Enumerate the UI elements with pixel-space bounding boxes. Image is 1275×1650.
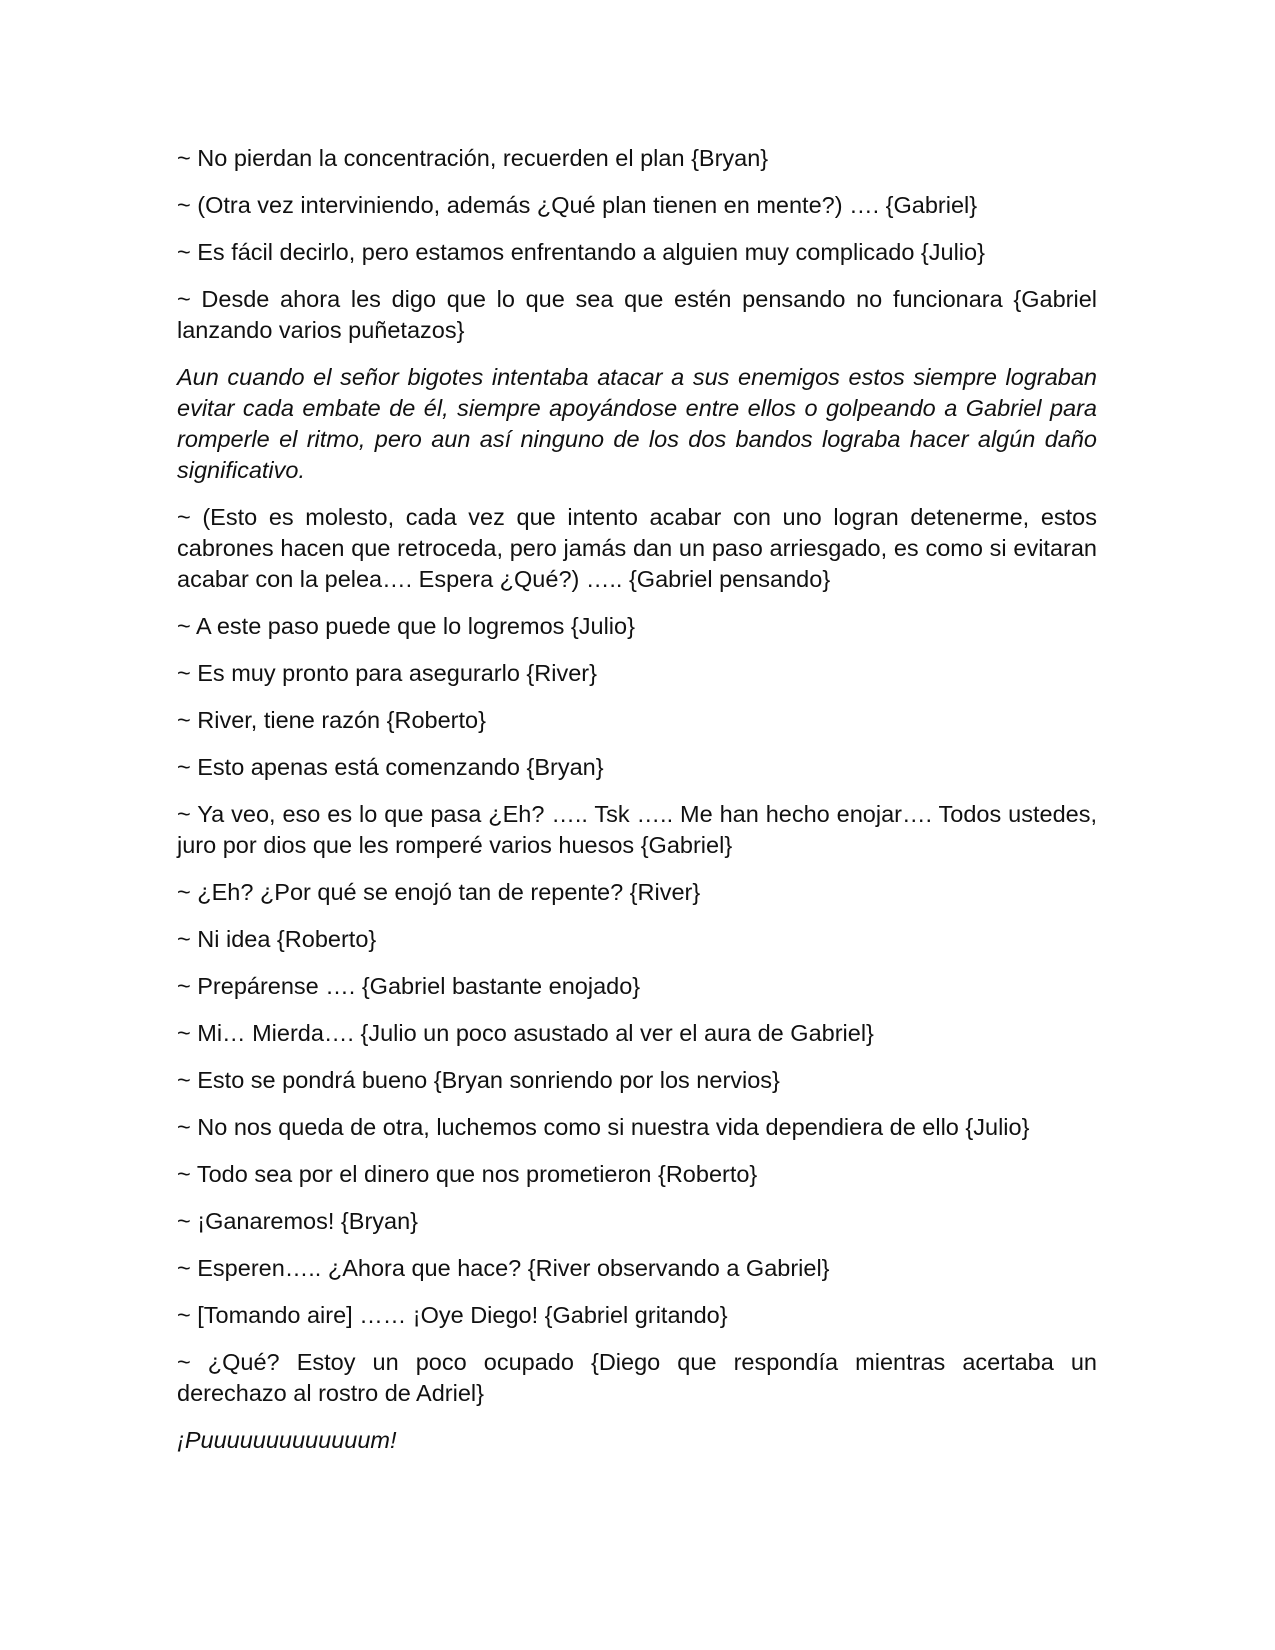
dialogue-line: ~ Desde ahora les digo que lo que sea que estén pensando no funcionara {Gabriel lanzando varios puñetazos} bbox=[177, 286, 1097, 343]
dialogue-line: ~ Ya veo, eso es lo que pasa ¿Eh? ….. Tsk ….. Me han hecho enojar…. Todos ustedes, juro por dios que les romperé varios huesos {Gabriel} bbox=[177, 801, 1097, 858]
dialogue-line: ~ Es muy pronto para asegurarlo {River} bbox=[177, 660, 597, 686]
dialogue-line: ~ Esto apenas está comenzando {Bryan} bbox=[177, 754, 604, 780]
dialogue-line: ~ Esperen….. ¿Ahora que hace? {River observando a Gabriel} bbox=[177, 1255, 830, 1281]
dialogue-line: ~ (Otra vez interviniendo, además ¿Qué plan tienen en mente?) …. {Gabriel} bbox=[177, 192, 978, 218]
dialogue-line: ~ ¡Ganaremos! {Bryan} bbox=[177, 1208, 419, 1234]
onomatopoeia-line: ¡Puuuuuuuuuuuuum! bbox=[177, 1427, 397, 1453]
dialogue-line: ~ A este paso puede que lo logremos {Julio} bbox=[177, 613, 635, 639]
dialogue-line: ~ (Esto es molesto, cada vez que intento acabar con uno logran detenerme, estos cabrones hacen que retroceda, pero jamás dan un paso arriesgado, es como si evitaran acabar con la pelea…. Espera ¿Qué?) ….. {Gabriel pensando} bbox=[177, 504, 1097, 592]
dialogue-line: ~ Todo sea por el dinero que nos prometieron {Roberto} bbox=[177, 1161, 758, 1187]
dialogue-line: ~ Mi… Mierda…. {Julio un poco asustado al ver el aura de Gabriel} bbox=[177, 1020, 874, 1046]
dialogue-line: ~ [Tomando aire] …… ¡Oye Diego! {Gabriel gritando} bbox=[177, 1302, 728, 1328]
dialogue-line: ~ ¿Qué? Estoy un poco ocupado {Diego que respondía mientras acertaba un derechazo al rostro de Adriel} bbox=[177, 1349, 1097, 1406]
dialogue-line: ~ Ni idea {Roberto} bbox=[177, 926, 377, 952]
dialogue-line: ~ River, tiene razón {Roberto} bbox=[177, 707, 486, 733]
dialogue-line: ~ No pierdan la concentración, recuerden el plan {Bryan} bbox=[177, 145, 769, 171]
dialogue-line: ~ Esto se pondrá bueno {Bryan sonriendo por los nervios} bbox=[177, 1067, 780, 1093]
dialogue-line: ~ Prepárense …. {Gabriel bastante enojado} bbox=[177, 973, 641, 999]
document-body bbox=[177, 143, 1097, 1472]
dialogue-line: ~ ¿Eh? ¿Por qué se enojó tan de repente? {River} bbox=[177, 879, 701, 905]
dialogue-line: ~ Es fácil decirlo, pero estamos enfrentando a alguien muy complicado {Julio} bbox=[177, 239, 985, 265]
dialogue-line: ~ No nos queda de otra, luchemos como si nuestra vida dependiera de ello {Julio} bbox=[177, 1114, 1030, 1140]
narration-paragraph: Aun cuando el señor bigotes intentaba atacar a sus enemigos estos siempre lograban evitar cada embate de él, siempre apoyándose entre ellos o golpeando a Gabriel para romperle el ritmo, pero aun así ninguno de los dos bandos lograba hacer algún daño significativo. bbox=[177, 364, 1097, 483]
